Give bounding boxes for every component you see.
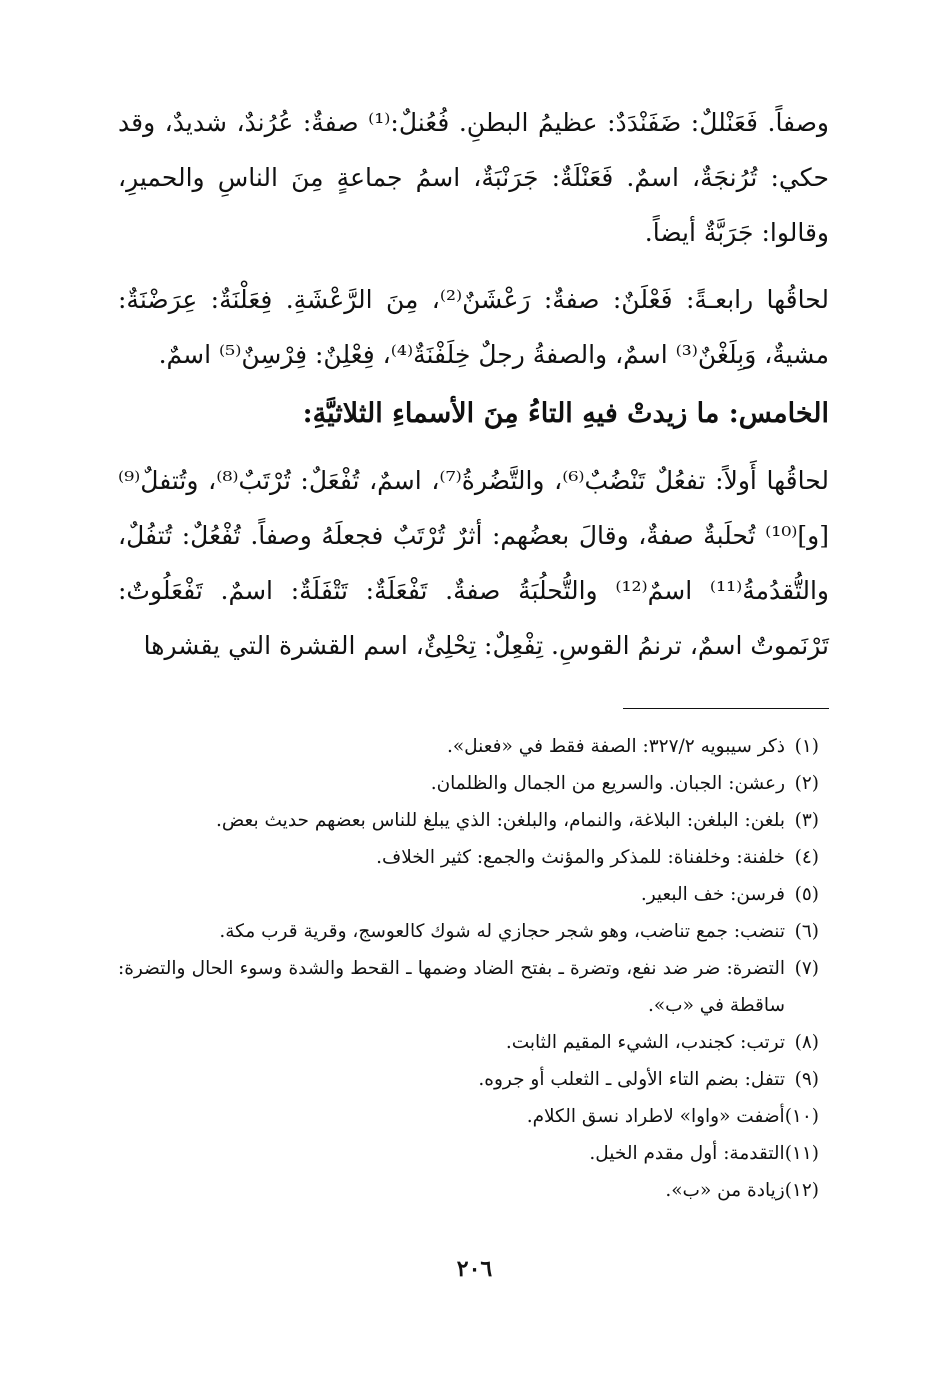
page-number: ٢٠٦ xyxy=(456,1256,493,1282)
footnote-number: (٣) xyxy=(794,810,819,831)
footnote-10 xyxy=(118,1098,819,1135)
footnote-9 xyxy=(118,1061,819,1098)
footnote-text: رعشن: الجبان. والسريع من الجمال والظلمان. xyxy=(430,773,785,794)
footnote-number: (١٠) xyxy=(784,1106,819,1127)
footnote-number: (١٢) xyxy=(784,1180,819,1201)
footnote-number: (١) xyxy=(794,736,819,757)
footnote-number: (٤) xyxy=(794,847,819,868)
footnote-text: التقدمة: أول مقدم الخيل. xyxy=(589,1143,785,1164)
paragraph-3: لحاقُها أَولاً: تفعُلٌ تَنْضُبٌ⁽⁶⁾، والتَّضُرةُ⁽⁷⁾، اسمٌ، تُفْعَلٌ: تُرْتَبٌ⁽⁸⁾، وتُتفلٌ⁽⁹⁾ [و]⁽¹⁰⁾ تُحلَبةٌ صفةٌ، وقالَ بعضُهم: أثرٌ تُرْتَبٌ فجعلَهُ وصفاً. تُفْعُلٌ: تُتفُلٌ، والتُّقدُمةُ⁽¹¹⁾ اسمٌ⁽¹²⁾ والتُّحلُبَةُ صفةٌ. تَفْعَلَةٌ: تَتْفَلَةٌ: اسمٌ. تَفْعَلُوتٌ: تَرْنَموتٌ اسمٌ، ترنمُ القوسِ. تِفْعِلٌ: تِحْلِئٌ، اسم القشرة التي يقشرها xyxy=(118,466,829,660)
footnote-1 xyxy=(118,728,819,765)
footnote-text: ترتب: كجندب، الشيء المقيم الثابت. xyxy=(505,1032,785,1053)
footnote-text: تتفل: بضم التاء الأولى ـ الثعلب أو جروه. xyxy=(478,1069,785,1090)
footnote-text: زيادة من «ب». xyxy=(665,1180,785,1201)
footnote-number: (١١) xyxy=(784,1143,819,1164)
footnote-number: (٢) xyxy=(794,773,819,794)
footnote-number: (٩) xyxy=(794,1069,819,1090)
footnote-text: خلفنة: وخلفناة: للمذكر والمؤنث والجمع: كثير الخلاف. xyxy=(376,847,785,868)
footnote-number: (٥) xyxy=(794,884,819,905)
paragraph-1: وصفاً. فَعَنْللٌ: ضَفَنْدَدٌ: عظيمُ البطنِ. فُعُنلٌ:⁽¹⁾ صفةٌ: عُرُندٌ، شديدٌ، وقد حكي: تُرُنجَةٌ، اسمٌ. فَعَنْلَةٌ: جَرَنْبَةٌ، اسمُ جماعةٍ مِنَ الناسِ والحميرِ، وقالوا: جَرَبَّةٌ أيضاً. xyxy=(118,108,830,247)
section-heading: الخامس: ما زيدتْ فيهِ التاءُ مِنَ الأسماءِ الثلاثيَّةِ: xyxy=(302,398,829,429)
footnote-text: أضفت «واوا» لاطراد نسق الكلام. xyxy=(526,1106,785,1127)
footnote-2 xyxy=(118,765,819,802)
footnote-8 xyxy=(118,1024,819,1061)
footnote-4 xyxy=(118,839,819,876)
footnote-text: فرسن: خف البعير. xyxy=(640,884,785,905)
footnote-5 xyxy=(118,876,819,913)
paragraph-2: لحاقُها رابعـةً: فَعْلَنٌ: صفةٌ: رَعْشَنٌ⁽²⁾، مِنَ الرَّعْشَةِ. فِعَلْنَةٌ: عِرَضْنَةٌ: مشيةٌ، وَبِلَغْنٌ⁽³⁾ اسمٌ، والصفةُ رجلٌ خِلَفْنَةٌ⁽⁴⁾، فِعْلِنٌ: فِرْسِنٌ⁽⁵⁾ اسمٌ. xyxy=(118,285,829,369)
footnote-text: التضرة: ضر ضد نفع، وتضرة ـ بفتح الضاد وضمها ـ القحط والشدة وسوء الحال والتضرة: ساقطة في «ب». xyxy=(118,958,785,1016)
footnote-12 xyxy=(118,1172,819,1209)
footnotes xyxy=(118,728,819,1209)
footnote-7 xyxy=(118,950,819,1024)
footnote-number: (٨) xyxy=(794,1032,819,1053)
footnote-11 xyxy=(118,1135,819,1172)
footnote-text: تنضب: جمع تناضب، وهو شجر حجازي له شوك كالعوسج، وقرية قرب مكة. xyxy=(219,921,785,942)
footnote-separator xyxy=(623,708,829,709)
footnote-number: (٧) xyxy=(794,958,819,979)
footnote-text: بلغن: البلغن: البلاغة، والنمام، والبلغن: الذي يبلغ للناس بعضهم حديث بعض. xyxy=(216,810,785,831)
footnote-6 xyxy=(118,913,819,950)
footnote-text: ذكر سيبويه ٣٢٧/٢: الصفة فقط في «فعنل». xyxy=(446,736,785,757)
main-text xyxy=(118,95,829,673)
footnote-3 xyxy=(118,802,819,839)
footnote-number: (٦) xyxy=(794,921,819,942)
